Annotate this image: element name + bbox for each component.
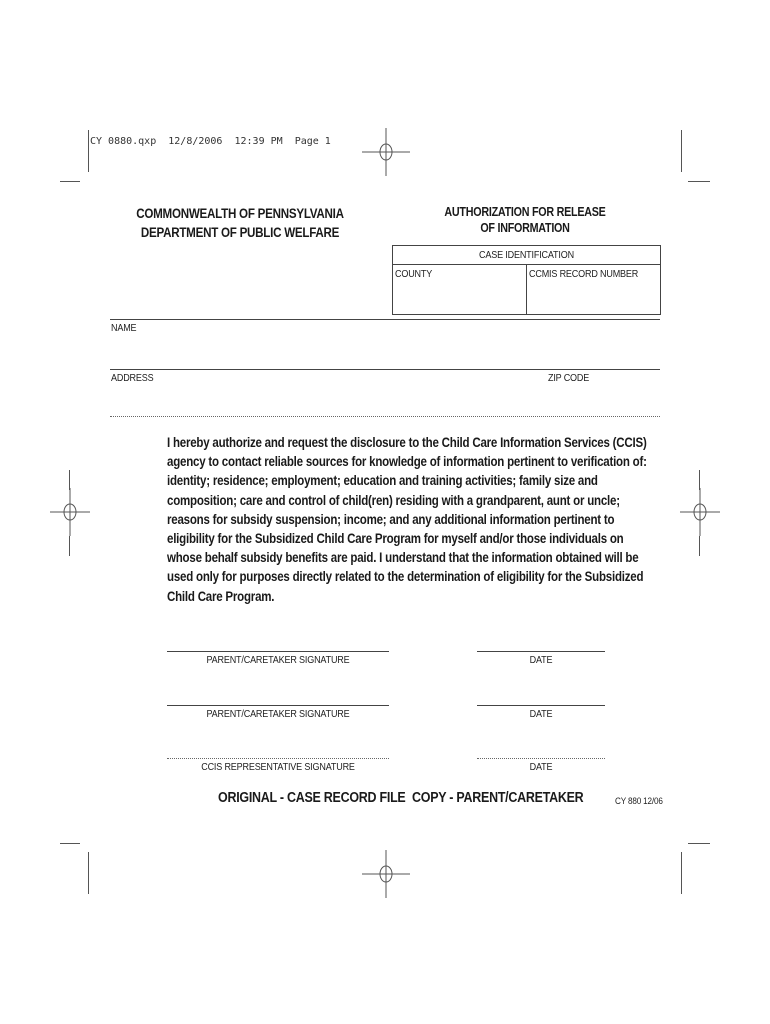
ccmis-record-number-field[interactable]: [528, 282, 659, 312]
authorization-line: identity; residence; employment; education and training activities; family size and: [167, 473, 598, 489]
parent-signature-label-2: PARENT/CARETAKER SIGNATURE: [206, 708, 350, 720]
date-label-2: DATE: [529, 708, 553, 720]
address-line: [110, 369, 660, 370]
name-field[interactable]: [110, 336, 660, 366]
authorization-line: composition; care and control of child(ren) residing with a grandparent, aunt or uncle;: [167, 492, 620, 508]
authorization-line: I hereby authorize and request the disclosure to the Child Care Information Services (CCIS): [167, 435, 647, 450]
ccmis-record-number-label: CCMIS RECORD NUMBER: [529, 268, 639, 280]
org-name-line1: COMMONWEALTH OF PENNSYLVANIA: [136, 206, 344, 221]
form-number: CY 880 12/06: [615, 796, 663, 807]
printer-slug: CY 0880.qxp 12/8/2006 12:39 PM Page 1: [90, 136, 331, 147]
form-title-line2: OF INFORMATION: [480, 221, 570, 235]
form-title-line1: AUTHORIZATION FOR RELEASE: [444, 205, 606, 219]
ccis-representative-signature-field[interactable]: [167, 727, 389, 757]
registration-mark-bottom: [362, 850, 410, 898]
authorization-line: agency to contact reliable sources for knowledge of information pertinent to verification of:: [167, 454, 647, 470]
date-field-3[interactable]: [477, 727, 605, 757]
zip-code-field[interactable]: [545, 386, 660, 414]
name-label: NAME: [111, 322, 137, 334]
date-field-2[interactable]: [477, 674, 605, 704]
authorization-line: reasons for subsidy suspension; income; and any additional information pertinent to: [167, 511, 615, 527]
authorization-statement: [167, 433, 647, 606]
org-name-line2: DEPARTMENT OF PUBLIC WELFARE: [140, 225, 340, 240]
name-line: [110, 319, 660, 320]
copy-parent-label: COPY - PARENT/CARETAKER: [412, 790, 584, 806]
registration-mark-top: [362, 128, 410, 176]
date-field-1[interactable]: [477, 620, 605, 650]
address-field[interactable]: [110, 386, 530, 414]
registration-mark-right: [680, 488, 720, 536]
parent-signature-label-1: PARENT/CARETAKER SIGNATURE: [206, 654, 350, 666]
zip-code-label: ZIP CODE: [548, 372, 590, 384]
parent-signature-field-2[interactable]: [167, 674, 389, 704]
authorization-line: Child Care Program.: [167, 588, 275, 604]
address-label: ADDRESS: [111, 372, 154, 384]
county-field[interactable]: [394, 282, 524, 312]
authorization-line: used only for purposes directly related to the determination of eligibility for the Subsidized: [167, 569, 644, 585]
date-label-3: DATE: [529, 761, 553, 773]
separator-dotted: [110, 416, 660, 417]
authorization-line: whose behalf subsidy benefits are paid. I understand that the information obtained will be: [167, 550, 639, 566]
case-identification-heading: CASE IDENTIFICATION: [479, 249, 574, 261]
county-field-label: COUNTY: [395, 268, 433, 280]
parent-signature-field-1[interactable]: [167, 620, 389, 650]
registration-mark-left: [50, 488, 90, 536]
ccis-representative-signature-label: CCIS REPRESENTATIVE SIGNATURE: [201, 761, 355, 773]
date-label-1: DATE: [529, 654, 553, 666]
authorization-line: eligibility for the Subsidized Child Care Program for myself and/or those individuals on: [167, 531, 624, 547]
original-copy-label: ORIGINAL - CASE RECORD FILE: [218, 790, 406, 806]
